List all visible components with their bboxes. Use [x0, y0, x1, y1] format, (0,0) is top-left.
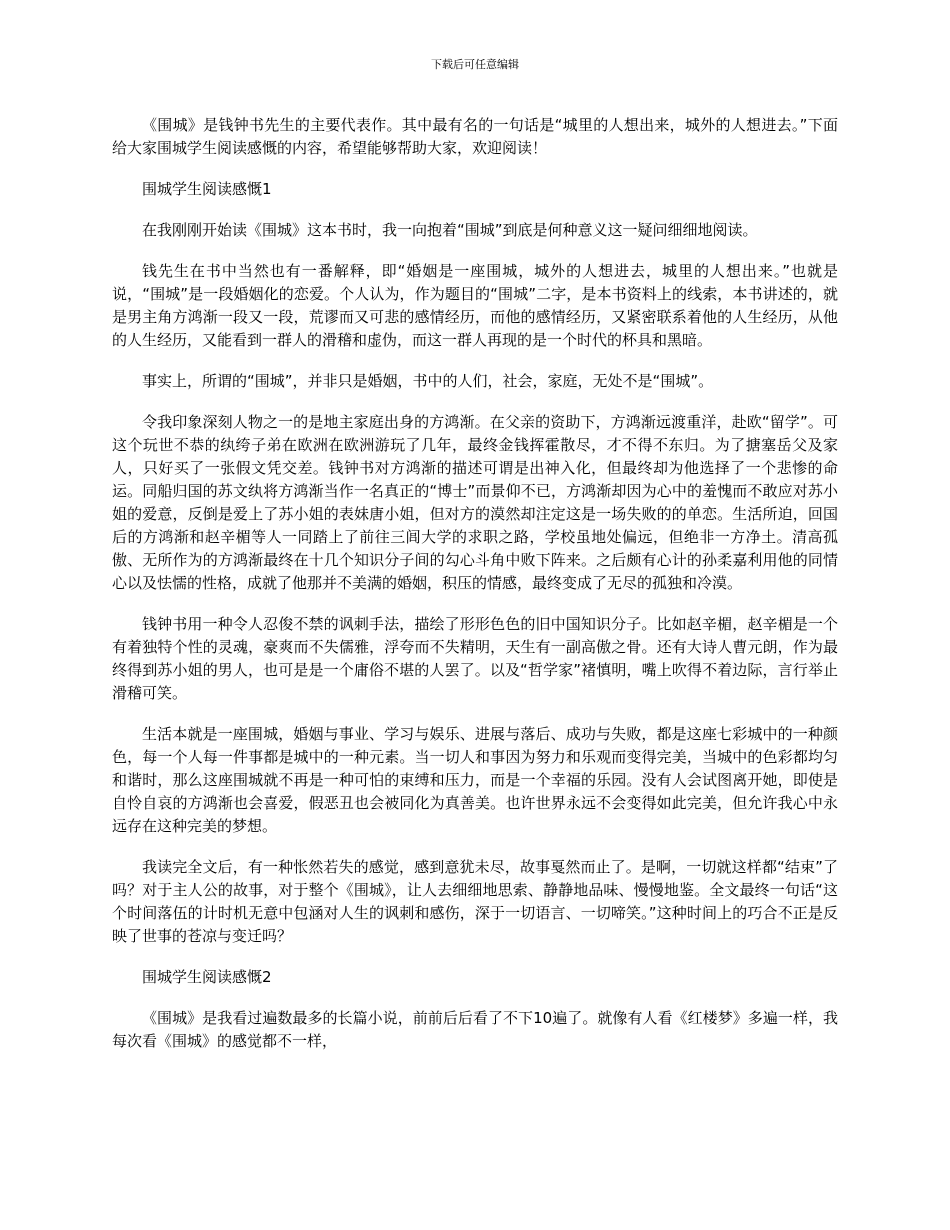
body-paragraph: 钱先生在书中当然也有一番解释，即“婚姻是一座围城，城外的人想进去，城里的人想出来。”也就是说，“围城”是一段婚姻化的恋爱。个人认为，作为题目的“围城”二字，是本书资料上的线索，本书讲述的，就是男主角方鸿渐一段又一段，荒谬而又可悲的感情经历，而他的感情经历，又紧密联系着他的人生经历，从他的人生经历，又能看到一群人的滑稽和虚伪，而这一群人再现的是一个时代的杯具和黑暗。 — [112, 262, 838, 349]
body-paragraph: 《围城》是我看过遍数最多的长篇小说，前前后后看了不下10遍了。就像有人看《红楼梦》多遍一样，我每次看《围城》的感觉都不一样， — [112, 1009, 838, 1050]
section-heading-1: 围城学生阅读感慨1 — [142, 180, 272, 198]
body-paragraph: 令我印象深刻人物之一的是地主家庭出身的方鸿渐。在父亲的资助下，方鸿渐远渡重洋，赴欧“留学”。可这个玩世不恭的纨绔子弟在欧洲在欧洲游玩了几年，最终金钱挥霍散尽，才不得不东归。为了搪塞岳父及家人，只好买了一张假文凭交差。钱钟书对方鸿渐的描述可谓是出神入化，但最终却为他选择了一个悲惨的命运。同船归国的苏文纨将方鸿渐当作一名真正的“博士”而景仰不已，方鸿渐却因为心中的羞愧而不敢应对苏小姐的爱意，反倒是爱上了苏小姐的表妹唐小姐，但对方的漠然却注定这是一场失败的的单恋。生活所迫，回国后的方鸿渐和赵辛楣等人一同踏上了前往三闾大学的求职之路，学校虽地处偏远，但绝非一方净土。清高孤傲、无所作为的方鸿渐最终在十几个知识分子间的勾心斗角中败下阵来。之后颇有心计的孙柔嘉利用他的同情心以及怯懦的性格，成就了他那并不美满的婚姻，积压的情感，最终变成了无尽的孤独和冷漠。 — [112, 413, 838, 592]
body-paragraph: 事实上，所谓的“围城”，并非只是婚姻，书中的人们，社会，家庭，无处不是“围城”。 — [142, 372, 714, 390]
body-paragraph: 生活本就是一座围城，婚姻与事业、学习与娱乐、进展与落后、成功与失败，都是这座七彩城中的一种颜色，每一个人每一件事都是城中的一种元素。当一切人和事因为努力和乐观而变得完美，当城中的色彩都均匀和谐时，那么这座围城就不再是一种可怕的束缚和压力，而是一个幸福的乐园。没有人会试图离开她，即使是自怜自哀的方鸿渐也会喜爱，假恶丑也会被同化为真善美。也许世界永远不会变得如此完美，但允许我心中永远存在这种完美的梦想。 — [112, 725, 838, 835]
body-paragraph: 在我刚刚开始读《围城》这本书时，我一向抱着“围城”到底是何种意义这一疑问细细地阅读。 — [142, 221, 758, 239]
body-paragraph: 钱钟书用一种令人忍俊不禁的讽刺手法，描绘了形形色色的旧中国知识分子。比如赵辛楣，赵辛楣是一个有着独特个性的灵魂，豪爽而不失儒雅，浮夸而不失精明，天生有一副高傲之骨。还有大诗人曹元朗，作为最终得到苏小姐的男人，也可是是一个庸俗不堪的人罢了。以及“哲学家”褚慎明，嘴上吹得不着边际，言行举止滑稽可笑。 — [112, 615, 838, 702]
page-header: 下载后可任意编辑 — [431, 58, 519, 71]
section-heading-2: 围城学生阅读感慨2 — [142, 968, 272, 986]
intro-paragraph: 《围城》是钱钟书先生的主要代表作。其中最有名的一句话是“城里的人想出来，城外的人想进去。”下面给大家围城学生阅读感慨的内容，希望能够帮助大家，欢迎阅读！ — [112, 116, 838, 157]
body-paragraph: 我读完全文后，有一种怅然若失的感觉，感到意犹未尽，故事戛然而止了。是啊，一切就这样都“结束”了吗？对于主人公的故事，对于整个《围城》，让人去细细地思索、静静地品味、慢慢地鉴。全文最终一句话“这个时间落伍的计时机无意中包涵对人生的讽刺和感伤，深于一切语言、一切啼笑。”这种时间上的巧合不正是反映了世事的苍凉与变迁吗？ — [112, 858, 838, 945]
document-body — [112, 114, 838, 1071]
